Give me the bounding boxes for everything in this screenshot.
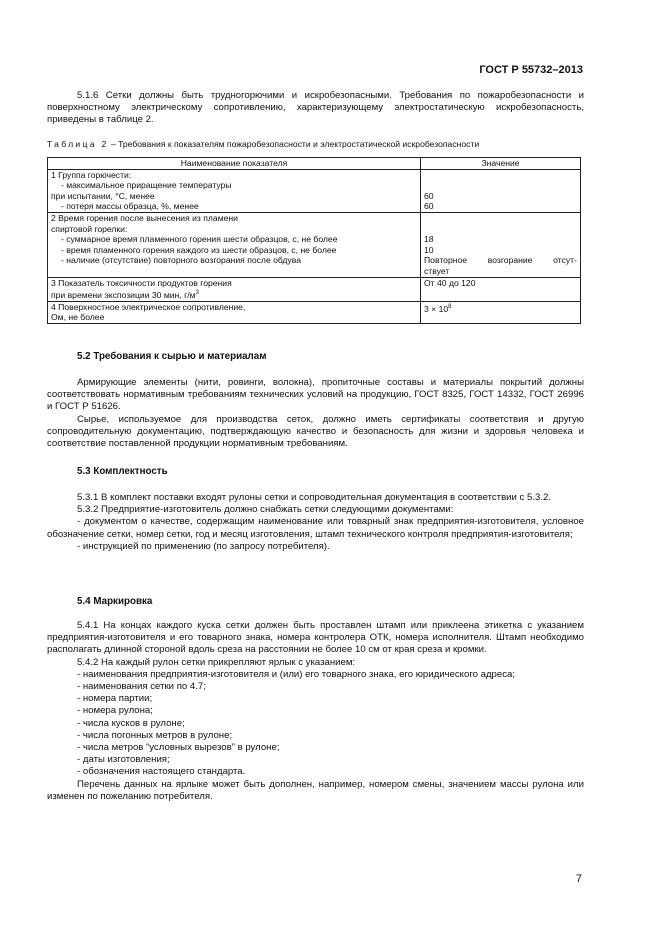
section-5-3-item1: - документом о качестве, содержащим наименование или товарный знак предприятия-изготовителя, условное обозначение сетки, номер сетки, год и месяц изготовления, штамп технического контроля предприятия-изготовителя; [47, 516, 584, 540]
row2-item-a: - суммарное время пламенного горения шести образцов, с, не более [61, 234, 338, 245]
row4-name-cell [48, 301, 421, 323]
row3-superscript: 3 [195, 290, 199, 297]
list-item: - числа кусков в рулоне; [77, 717, 185, 729]
row2-value-cell [421, 212, 581, 277]
row2-value3-word3: отсут- [553, 255, 577, 266]
list-item: - даты изготовления; [77, 754, 170, 766]
row4-line1: 4 Поверхностное электрическое сопротивление, [51, 301, 246, 312]
table-row [48, 212, 581, 277]
section-5-4-p3: Перечень данных на ярлыке может быть дополнен, например, номером смены, значением массы рулона или изменен по пожеланию потребителя. [47, 778, 584, 802]
section-5-4-body [47, 620, 584, 803]
list-item: - числа метров “условных вырезов” в рулоне; [77, 742, 280, 754]
row2-item-c: - наличие (отсутствие) повторного возгорания после обдува [61, 255, 301, 266]
row2-value3-word1: Повторное [424, 255, 468, 266]
section-5-3-body [47, 492, 584, 553]
table-row [48, 169, 581, 212]
row4-value-cell [421, 301, 581, 323]
table-2-caption [47, 139, 479, 149]
row3-name-cell [48, 277, 421, 301]
row1-name-cell [48, 169, 421, 212]
row3-line2-text: при времени экспозиции 30 мин, г/м [51, 289, 196, 300]
page-number: 7 [575, 873, 582, 885]
row1-value1: 60 [424, 190, 434, 201]
clause-5-1-6 [47, 90, 584, 127]
row2-value3-end: ствует [424, 265, 450, 276]
section-5-2-heading: 5.2 Требования к сырью и материалам [77, 351, 267, 362]
section-5-2-p2: Сырье, используемое для производства сеток, должно иметь сертификаты соответствия и другую сопроводительную документацию, подтверждающую качество и безопасность для жизни и здоровья человека и соответствие поставленной продукции нормативным требованиям. [47, 413, 584, 450]
section-5-4-p2: 5.4.2 На каждый рулон сетки прикрепляют ярлык с указанием: [77, 656, 356, 668]
table-row [48, 277, 581, 301]
document-id-header: ГОСТ Р 55732–2013 [479, 64, 583, 76]
row2-value2: 10 [424, 244, 434, 255]
row2-value1: 18 [424, 234, 434, 245]
requirements-table [47, 157, 581, 324]
table-header-row [48, 158, 581, 170]
section-5-2-p1: Армирующие элементы (нити, ровинги, волокна), пропиточные составы и материалы покрытий должны соответствовать нормативным требованиям технических условий на продукцию, ГОСТ 8325, ГОСТ 14332, ГОСТ 26996 и ГОСТ Р 51626. [47, 377, 584, 413]
row4-value-text: 3 × 10 [424, 303, 449, 314]
list-item: - наименования сетки по 4.7; [77, 681, 206, 693]
row2-value3-line [424, 255, 577, 266]
list-item: - числа погонных метров в рулоне; [77, 729, 233, 741]
table-row [48, 301, 581, 323]
row4-superscript: 8 [448, 303, 452, 310]
row3-value-cell [421, 277, 581, 301]
row2-title1: 2 Время горения после вынесения из пламени [51, 212, 238, 223]
col-header-value: Значение [421, 158, 581, 170]
list-item: - обозначения настоящего стандарта. [77, 766, 246, 778]
section-5-3-item2: - инструкцией по применению (по запросу потребителя). [77, 540, 330, 552]
table-caption-text: – Требования к показателям пожаробезопасности и электростатической искробезопасности [108, 139, 480, 149]
row2-title2: спиртовой горелки: [51, 223, 128, 234]
row1-item-a2: при испытании, °С, менее [51, 190, 155, 201]
list-item: - номера партии; [77, 693, 153, 705]
list-item: - номера рулона; [77, 705, 153, 717]
row3-line1: 3 Показатель токсичности продуктов горения [51, 277, 232, 288]
section-5-4-p1: 5.4.1 На концах каждого куска сетки должен быть проставлен штамп или приклеена этикетка с указанием предприятия-изготовителя и его товарного знака, номера контролера ОТК, номера исполнителя. Штамп необходимо располагать длинной стороной вдоль среза на расстоянии не более 10 см от края среза и кромки. [47, 620, 584, 656]
row1-value-cell [421, 169, 581, 212]
row2-value3-word2: возгорание [487, 255, 533, 266]
row1-item-a1: - максимальное приращение температуры [61, 180, 232, 191]
section-5-2-body [47, 377, 584, 450]
section-5-3-p1: 5.3.1 В комплект поставки входят рулоны сетки и сопроводительная документация в соответствии с 5.3.2. [77, 492, 552, 503]
row3-value: От 40 до 120 [424, 277, 476, 288]
table-caption-prefix: Таблица 2 [47, 139, 109, 149]
row2-name-cell [48, 212, 421, 277]
section-5-3-p2: 5.3.2 Предприятие-изготовитель должно снабжать сетки следующими документами: [77, 504, 454, 516]
row1-value2: 60 [424, 201, 434, 212]
row4-value [424, 302, 577, 314]
col-header-name: Наименование показателя [48, 158, 421, 170]
row1-item-b: - потеря массы образца, %, менее [61, 201, 199, 212]
list-item: - наименования предприятия-изготовителя и (или) его товарного знака, его юридического адреса; [77, 668, 516, 680]
section-5-3-heading: 5.3 Комплектность [77, 466, 168, 477]
row2-item-b: - время пламенного горения каждого из шести образцов, с, не более [61, 244, 337, 255]
section-5-4-heading: 5.4 Маркировка [77, 596, 153, 607]
clause-5-1-6-text: 5.1.6 Сетки должны быть трудногорючими и искробезопасными. Требования по пожаробезопасности и поверхностному электрическому сопротивлению, характеризующему электростатическую искробезопасность, приведены в таблице 2. [47, 90, 584, 126]
row3-line2 [51, 288, 417, 300]
row1-title: 1 Группа горючести: [51, 169, 132, 180]
row4-line2: Ом, не более [51, 312, 105, 323]
